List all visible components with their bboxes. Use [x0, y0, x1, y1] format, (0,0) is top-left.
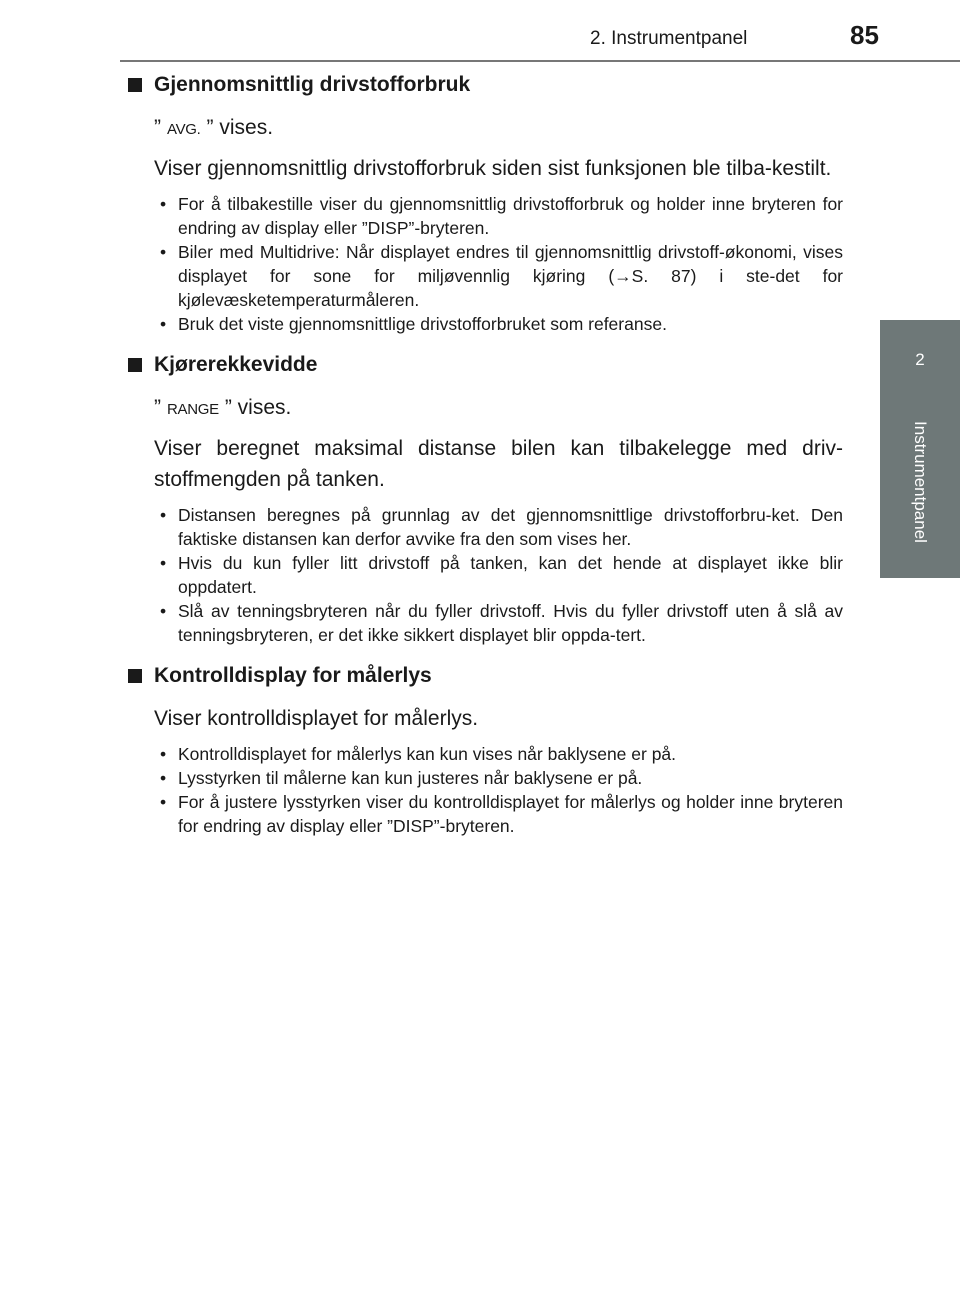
section-driving-range: [128, 350, 843, 647]
section-heading: [128, 70, 843, 100]
list-item: • Kontrolldisplayet for målerlys kan kun vises når baklysene er på.: [154, 742, 843, 766]
display-shown-line: [154, 112, 843, 145]
quote-open: ”: [154, 116, 161, 139]
page-header: [120, 0, 960, 60]
side-tab-label-area: [880, 400, 960, 570]
square-bullet-icon: [128, 78, 142, 92]
side-tab-label: Instrumentpanel: [911, 421, 930, 543]
section-description: Viser beregnet maksimal distanse bilen kan tilbakelegge med driv-stoffmengden på tanken.: [154, 437, 843, 491]
page-content: [128, 70, 843, 852]
bullet-list: [154, 742, 843, 838]
header-divider: [120, 60, 960, 62]
page-number: 85: [850, 20, 879, 50]
section-meter-light-control: [128, 661, 843, 838]
list-item: • For å justere lysstyrken viser du kontrolldisplayet for målerlys og holder inne bryteren for endring av display eller ”DISP”-bryteren.: [154, 790, 843, 838]
section-heading: [128, 350, 843, 380]
avg-display-symbol: AVG.: [167, 121, 201, 138]
shown-suffix: ” vises.: [224, 396, 292, 419]
quote-open: ”: [154, 396, 161, 419]
square-bullet-icon: [128, 358, 142, 372]
side-tab-number: 2: [915, 350, 925, 369]
bullet-list: [154, 503, 843, 647]
bullet-list: [154, 192, 843, 336]
list-item: • Lysstyrken til målerne kan kun justeres når baklysene er på.: [154, 766, 843, 790]
square-bullet-icon: [128, 669, 142, 683]
section-heading: [128, 661, 843, 691]
section-description: Viser gjennomsnittlig drivstofforbruk siden sist funksjonen ble tilba-kestilt.: [154, 157, 832, 180]
section-description: Viser kontrolldisplayet for målerlys.: [154, 707, 479, 730]
section-title-text: Kjørerekkevidde: [154, 353, 318, 376]
list-item: • Hvis du kun fyller litt drivstoff på tanken, kan det hende at displayet ikke blir oppdatert.: [154, 551, 843, 599]
list-item: • Slå av tenningsbryteren når du fyller drivstoff. Hvis du fyller drivstoff uten å slå av tenningsbryteren, er det ikke sikkert displayet blir oppda-tert.: [154, 599, 843, 647]
list-item: • Distansen beregnes på grunnlag av det gjennomsnittlige drivstofforbru-ket. Den faktiske distansen kan derfor avvike fra den som vises her.: [154, 503, 843, 551]
range-display-symbol: RANGE: [167, 401, 219, 418]
chapter-title: 2. Instrumentpanel: [590, 28, 748, 49]
display-shown-line: [154, 392, 843, 425]
shown-suffix: ” vises.: [206, 116, 274, 139]
section-title-text: Gjennomsnittlig drivstofforbruk: [154, 73, 471, 96]
list-item: • Biler med Multidrive: Når displayet endres til gjennomsnittlig drivstoff-økonomi, vises displayet for sone for miljøvennlig kjøring (→S. 87) i ste-det for kjølevæsketemperaturmåleren.: [154, 240, 843, 312]
section-title-text: Kontrolldisplay for målerlys: [154, 664, 432, 687]
list-item: • Bruk det viste gjennomsnittlige drivstofforbruket som referanse.: [154, 312, 843, 336]
section-average-fuel: [128, 70, 843, 336]
list-item: • For å tilbakestille viser du gjennomsnittlig drivstofforbruk og holder inne bryteren for endring av display eller ”DISP”-bryteren.: [154, 192, 843, 240]
